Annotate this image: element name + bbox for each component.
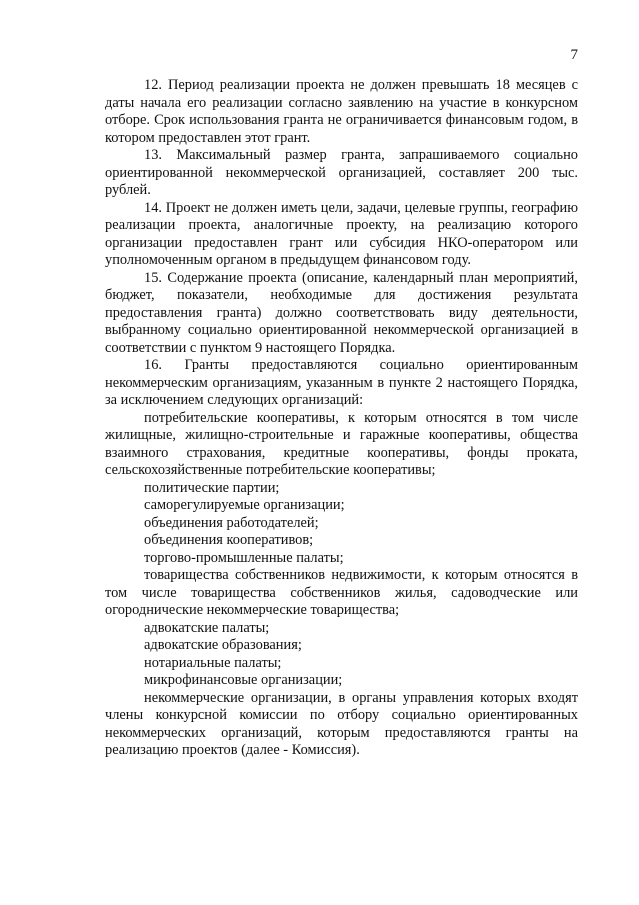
list-item-commission-related-organizations: некоммерческие организации, в органы управления которых входят члены конкурсной комиссии по отбору социально ориентированных некоммерческих организаций, которым предоставляются гранты на реализацию проектов (далее - Комиссия). xyxy=(105,689,578,758)
paragraph-16-grant-exclusions: 16. Гранты предоставляются социально ориентированным некоммерческим организациям, указанным в пункте 2 настоящего Порядка, за исключением следующих организаций: xyxy=(105,357,578,408)
list-item-chambers-of-commerce: торгово-промышленные палаты; xyxy=(144,549,344,566)
paragraph-12-implementation-period: 12. Период реализации проекта не должен превышать 18 месяцев с даты начала его реализации согласно заявлению на участие в конкурсном отборе. Срок использования гранта не ограничивается финансовым годом, в котором предоставлен этот грант. xyxy=(105,77,578,146)
list-item-employer-associations: объединения работодателей; xyxy=(144,514,319,531)
list-item-lawyer-formations: адвокатские образования; xyxy=(144,637,302,653)
list-item-microfinance-organizations: микрофинансовые организации; xyxy=(144,672,343,688)
list-item-political-parties: политические партии; xyxy=(144,479,280,496)
list-item-property-owners-partnerships: товарищества собственников недвижимости, к которым относятся в том числе товарищества собственников жилья, садоводческие или огороднические некоммерческие товарищества; xyxy=(105,567,578,618)
list-item-self-regulatory-organizations: саморегулируемые организации; xyxy=(144,497,345,513)
paragraph-14-project-restrictions: 14. Проект не должен иметь цели, задачи, целевые группы, географию реализации проекта, аналогичные проекту, на реализацию которого организации предоставлен грант или субсидия НКО-оператором или уполномоченным органом в предыдущем финансовом году. xyxy=(105,199,578,268)
paragraph-13-maximum-grant: 13. Максимальный размер гранта, запрашиваемого социально ориентированной некоммерческой организацией, составляет 200 тыс. рублей. xyxy=(105,147,578,198)
list-item-notary-chambers: нотариальные палаты; xyxy=(144,654,282,671)
list-item-consumer-cooperatives: потребительские кооперативы, к которым относятся в том числе жилищные, жилищно-строительные и гаражные кооперативы, общества взаимного страхования, кредитные кооперативы, фонды проката, сельскохозяйственные потребительские кооперативы; xyxy=(105,409,578,478)
page-number: 7 xyxy=(570,47,578,63)
list-item-bar-chambers: адвокатские палаты; xyxy=(144,619,270,636)
list-item-cooperative-associations: объединения кооперативов; xyxy=(144,532,314,548)
paragraph-15-project-content: 15. Содержание проекта (описание, календарный план мероприятий, бюджет, показатели, необходимые для достижения результата предоставления гранта) должно соответствовать виду деятельности, выбранному социально ориентированной некоммерческой организацией в соответствии с пунктом 9 настоящего Порядка. xyxy=(105,269,578,356)
document-body xyxy=(105,77,578,760)
